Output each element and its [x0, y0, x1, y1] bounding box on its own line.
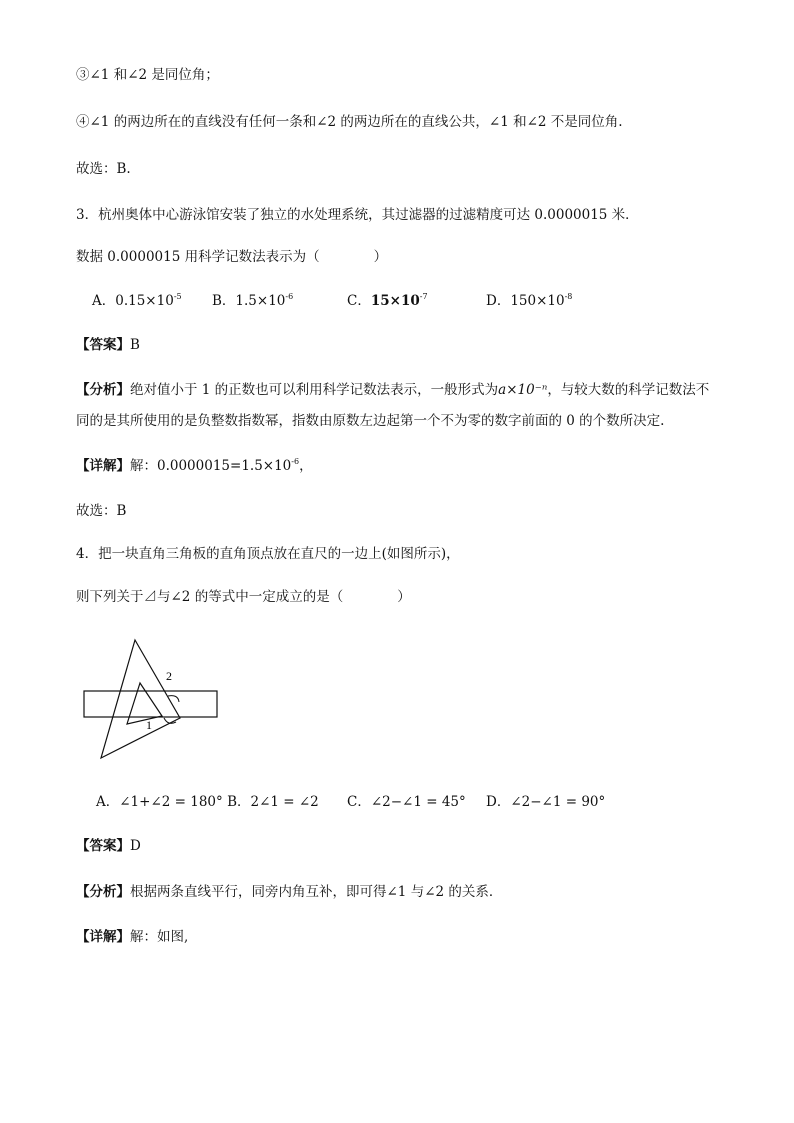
analysis-tag: 【分析】 — [76, 884, 130, 900]
question-4-stem: 4．把一块直角三角板的直角顶点放在直尺的一边上(如图所示)， — [76, 546, 460, 562]
answer-select: 故选：B. — [76, 161, 131, 177]
option-c: C．$15\times 10^{-7}$ — [347, 292, 428, 309]
ruler-triangle-figure — [80, 636, 225, 770]
ruler — [84, 691, 217, 717]
triangle-inner — [127, 683, 162, 724]
option-d: D．$150\times 10^{-8}$ — [486, 292, 573, 309]
analysis-tag: 【分析】 — [76, 382, 130, 398]
statement-4: ④∠1 的两边所在的直线没有任何一条和∠2 的两边所在的直线公共，∠1 和∠2 不是同位角. — [76, 114, 623, 130]
analysis-3-line-1: 【分析】绝对值小于 1 的正数也可以利用科学记数法表示，一般形式为a×10⁻ⁿ，与较大数的科学记数法不 — [76, 382, 710, 398]
question-3-stem: 3．杭州奥体中心游泳馆安装了独立的水处理系统，其过滤器的过滤精度可达 0.0000015 米． — [76, 207, 639, 223]
formula: a×10⁻ⁿ — [498, 382, 548, 398]
detail-3: 【详解】解：$0.0000015=1.5\times 10^{-6}$， — [76, 457, 313, 474]
option-c: C．∠2−∠1 = 45° — [347, 794, 466, 810]
angle-2-label: 2 — [166, 669, 172, 683]
question-4-prompt: 则下列关于⊿与∠2 的等式中一定成立的是（ ） — [76, 589, 411, 605]
analysis-3-line-2: 同的是其所使用的是负整数指数幂，指数由原数左边起第一个不为零的数字前面的 0 的个数所决定. — [76, 413, 665, 429]
option-a: A．$0.15\times 10^{-5}$ — [92, 292, 182, 309]
statement-3: ③∠1 和∠2 是同位角； — [76, 67, 219, 83]
option-b: B．$1.5\times 10^{-6}$ — [212, 292, 294, 309]
answer-3 — [76, 336, 140, 354]
answer-4 — [76, 837, 141, 855]
answer-value: B — [130, 337, 140, 353]
angle-1-label: 1 — [146, 718, 152, 732]
detail-tag: 【详解】 — [76, 458, 130, 474]
answer-value: D — [130, 838, 141, 854]
question-3-prompt: 数据 0.0000015 用科学记数法表示为（ ） — [76, 249, 388, 265]
detail-tag: 【详解】 — [76, 929, 130, 945]
option-d: D．∠2−∠1 = 90° — [486, 794, 606, 810]
detail-4: 【详解】解：如图, — [76, 929, 189, 945]
figure-svg — [80, 636, 225, 766]
question-3-options — [0, 292, 794, 310]
answer-tag: 【答案】 — [76, 838, 130, 854]
analysis-4: 【分析】根据两条直线平行，同旁内角互补，即可得∠1 与∠2 的关系． — [76, 884, 503, 900]
answer-tag: 【答案】 — [76, 337, 130, 353]
select-3: 故选：B — [76, 503, 127, 519]
option-a-b: A．∠1+∠2 = 180° B．2∠1 = ∠2 — [96, 794, 319, 810]
question-4-options — [0, 793, 794, 811]
triangle-outer — [101, 640, 180, 758]
